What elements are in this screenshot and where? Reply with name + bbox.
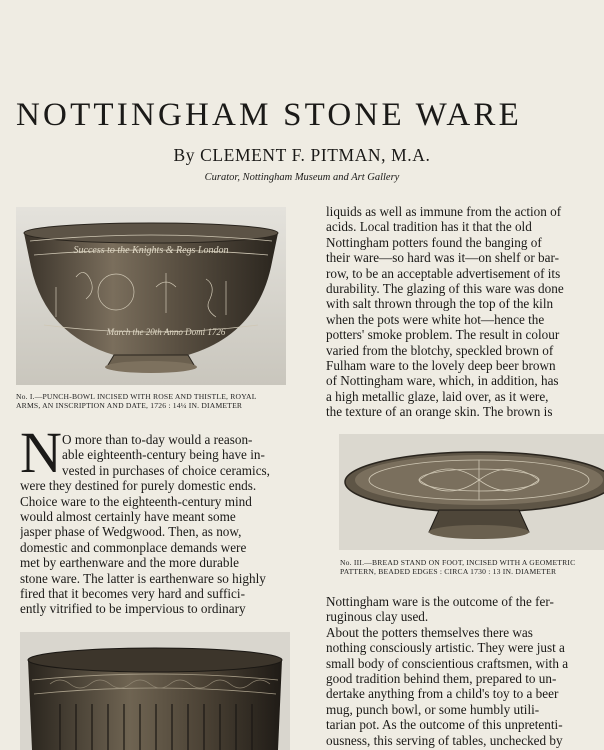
text-line: a high metallic glaze, laid over, as it were, bbox=[326, 388, 549, 404]
text-line: fired that it becomes very hard and suffici- bbox=[20, 585, 245, 601]
text-line: Choice ware to the eighteenth-century mind bbox=[20, 493, 252, 509]
text-line: with salt thrown through the top of the kiln bbox=[326, 296, 554, 312]
caption-line: PATTERN, BEADED EDGES : CIRCA 1730 : 13 IN. DIAMETER bbox=[340, 567, 557, 576]
caption-line: No. I.—PUNCH-BOWL INCISED WITH ROSE AND THISTLE, ROYAL bbox=[16, 392, 257, 401]
text-line: ousness, this serving of tables, unchecked by bbox=[326, 732, 563, 748]
jar-illustration bbox=[20, 632, 290, 750]
punch-bowl-photo bbox=[16, 207, 286, 385]
text-line: mug, punch bowl, or some humbly utili- bbox=[326, 701, 540, 717]
text-line: O more than to-day would a reason- bbox=[62, 432, 253, 447]
figure-caption-punch-bowl bbox=[16, 392, 291, 410]
drop-cap: N bbox=[20, 420, 62, 485]
text-line: jasper phase of Wedgwood. Then, as now, bbox=[20, 524, 242, 540]
text-line: of Nottingham ware, which, in addition, has bbox=[326, 373, 559, 389]
text-line: Fulham ware to the lovely deep beer brown bbox=[326, 357, 556, 373]
text-line: ently vitrified to be impervious to ordinary bbox=[20, 601, 246, 617]
text-line: potters' smoke problem. The result in colour bbox=[326, 327, 560, 343]
text-line: acids. Local tradition has it that the old bbox=[326, 219, 532, 235]
text-line: Nottingham ware is the outcome of the fer- bbox=[326, 594, 554, 609]
text-line: their ware—so hard was it—on shelf or bar- bbox=[326, 250, 560, 266]
text-line: ruginous clay used. bbox=[326, 609, 429, 625]
right-column-text-bottom bbox=[326, 594, 604, 748]
text-line: About the potters themselves there was bbox=[326, 624, 533, 640]
text-line: small body of conscientious craftsmen, with a bbox=[326, 655, 569, 671]
text-line: met by earthenware and the more durable bbox=[20, 555, 239, 571]
text-line: able eighteenth-century being have in- bbox=[62, 447, 265, 463]
right-column-text-top bbox=[326, 204, 604, 419]
byline: By CLEMENT F. PITMAN, M.A. bbox=[173, 145, 431, 165]
text-line: when the pots were white hot—hence the bbox=[326, 311, 545, 327]
punch-bowl-illustration bbox=[16, 207, 286, 385]
figure-caption-bread-stand bbox=[340, 558, 604, 576]
text-line: nothing consciously artistic. They were just a bbox=[326, 640, 565, 656]
text-line: vested in purchases of choice ceramics, bbox=[62, 462, 270, 478]
text-line: liquids as well as immune from the action of bbox=[326, 204, 562, 219]
bread-stand-illustration bbox=[339, 434, 604, 550]
bread-stand-photo bbox=[339, 434, 604, 550]
left-column-text bbox=[20, 432, 306, 617]
text-line: tarian pot. As the outcome of this unpretenti- bbox=[326, 717, 563, 733]
text-line: were they destined for purely domestic ends. bbox=[20, 478, 257, 494]
text-line: would almost certainly have meant some bbox=[20, 508, 236, 524]
text-line: good tradition behind them, prepared to un- bbox=[326, 670, 557, 686]
caption-line: ARMS, AN INSCRIPTION AND DATE, 1726 : 14¼ IN. DIAMETER bbox=[16, 401, 243, 410]
text-line: dertake anything from a child's toy to a beer bbox=[326, 686, 559, 702]
article-title: NOTTINGHAM STONE WARE bbox=[16, 97, 522, 133]
caption-line: No. III.—BREAD STAND ON FOOT, INCISED WITH A GEOMETRIC bbox=[340, 558, 576, 567]
author-subtitle: Curator, Nottingham Museum and Art Gallery bbox=[204, 172, 400, 183]
bowl-inscription-top: Success to the Knights & Regs London bbox=[73, 245, 229, 256]
text-line: the texture of an orange skin. The brown is bbox=[326, 404, 553, 420]
text-line: stone ware. The latter is earthenware so highly bbox=[20, 570, 266, 586]
text-line: Nottingham potters found the banging of bbox=[326, 234, 542, 250]
text-line: varied from the blotchy, speckled brown of bbox=[326, 342, 554, 358]
text-line: row, to be an acceptable advertisement of its bbox=[326, 265, 561, 281]
bowl-inscription-bottom: March the 20th Anno Domi 1726 bbox=[106, 327, 226, 337]
text-line: durability. The glazing of this ware was done bbox=[326, 280, 564, 296]
stoneware-jar-photo bbox=[20, 632, 290, 750]
text-line: domestic and commonplace demands were bbox=[20, 539, 247, 555]
